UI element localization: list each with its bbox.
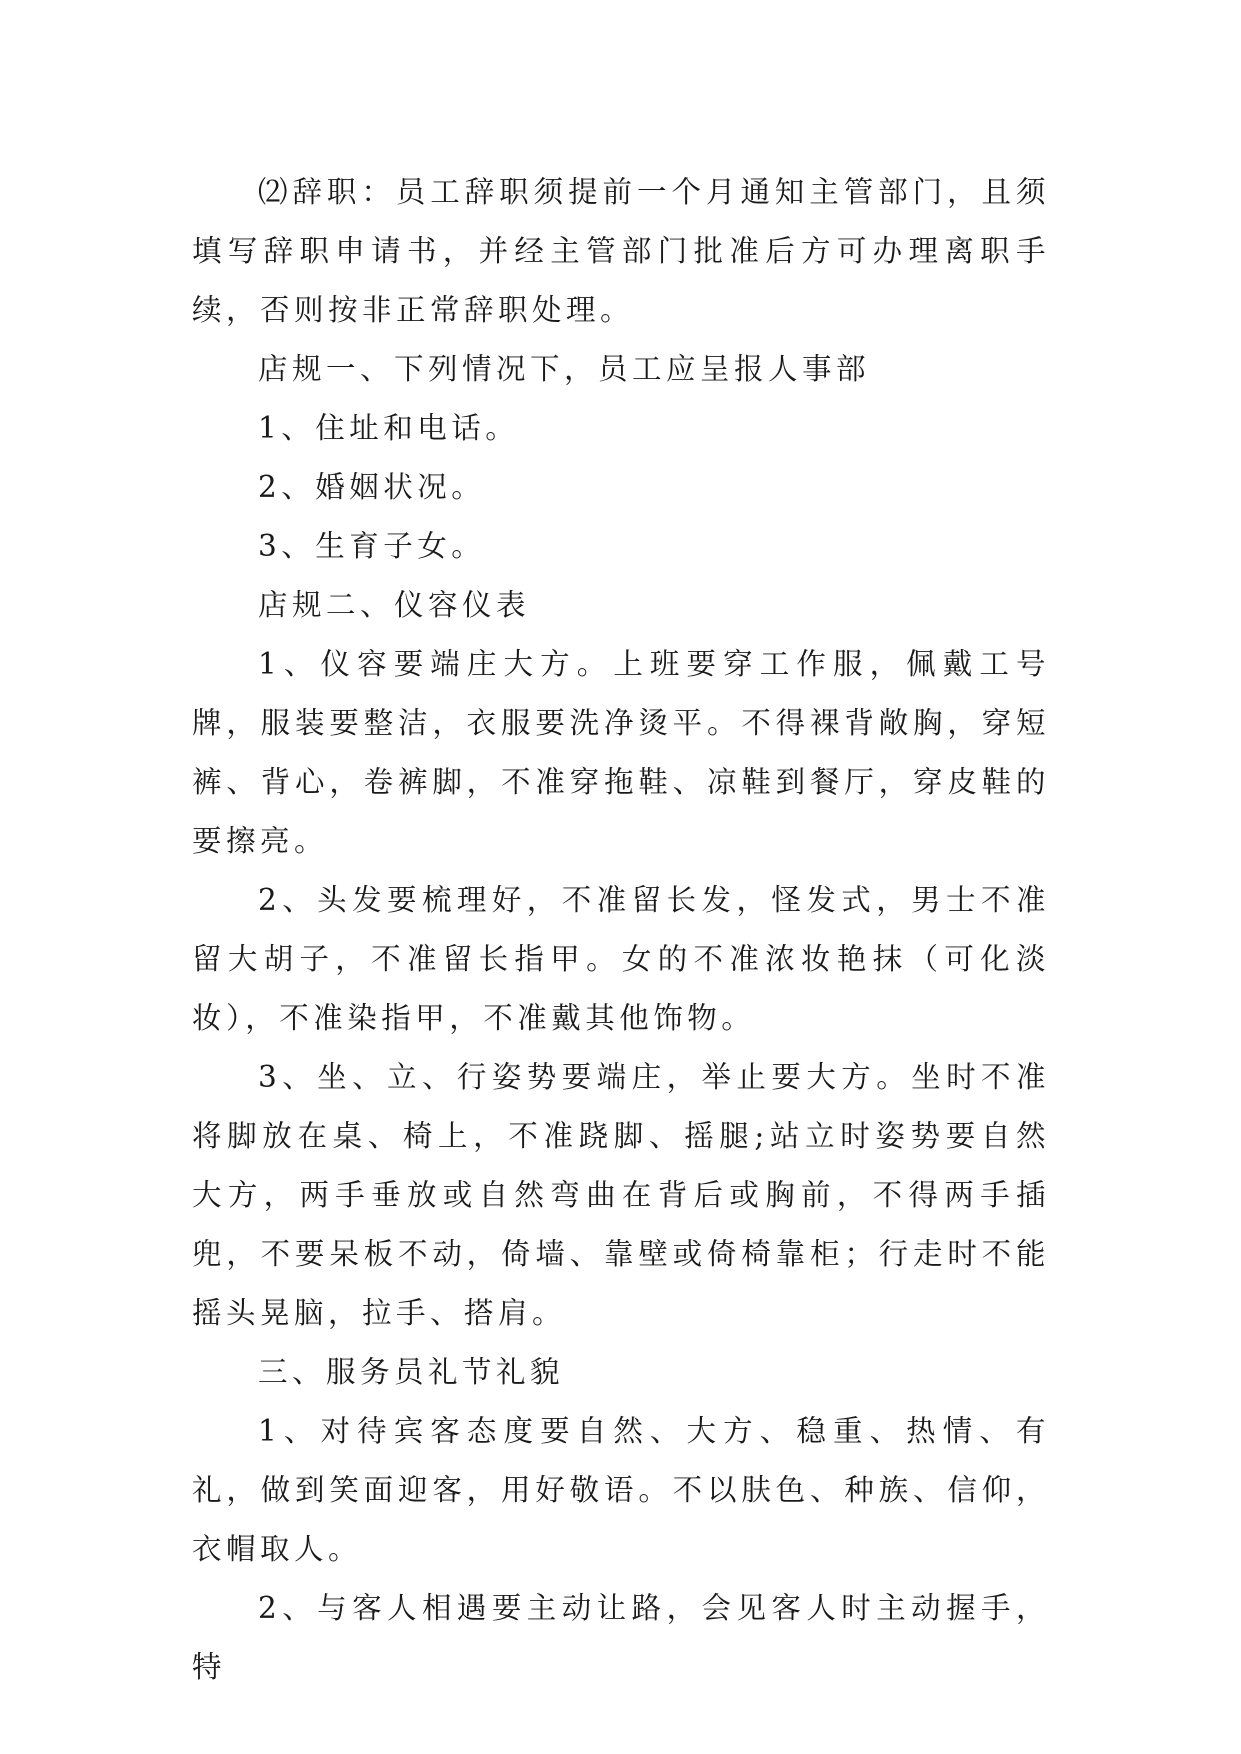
document-body xyxy=(192,163,1050,1697)
heading-rule-two: 店规二、仪容仪表 xyxy=(258,588,531,622)
list-item-address-phone: 1、住址和电话。 xyxy=(258,411,520,445)
paragraph-guest-attitude: 1、对待宾客态度要自然、大方、稳重、热情、有礼，做到笑面迎客，用好敬语。不以肤色、种族、信仰，衣帽取人。 xyxy=(192,1414,1050,1566)
paragraph-posture: 3、坐、立、行姿势要端庄，举止要大方。坐时不准将脚放在桌、椅上，不准跷脚、摇腿;站立时姿势要自然大方，两手垂放或自然弯曲在背后或胸前，不得两手插兜，不要呆板不动，倚墙、靠壁或倚椅靠柜；行走时不能摇头晃脑，拉手、搭肩。 xyxy=(192,1060,1050,1330)
paragraph-guest-encounter: 2、与客人相遇要主动让路，会见客人时主动握手，特 xyxy=(192,1591,1050,1684)
paragraph-grooming: 2、头发要梳理好，不准留长发，怪发式，男士不准留大胡子，不准留长指甲。女的不准浓妆艳抹（可化淡妆），不准染指甲，不准戴其他饰物。 xyxy=(192,883,1050,1035)
paragraph-appearance: 1、仪容要端庄大方。上班要穿工作服，佩戴工号牌，服装要整洁，衣服要洗净烫平。不得裸背敞胸，穿短裤、背心，卷裤脚，不准穿拖鞋、凉鞋到餐厅，穿皮鞋的要擦亮。 xyxy=(192,647,1050,858)
heading-rule-one: 店规一、下列情况下，员工应呈报人事部 xyxy=(258,352,871,386)
paragraph-resignation: ⑵辞职：员工辞职须提前一个月通知主管部门，且须填写辞职申请书，并经主管部门批准后方可办理离职手续，否则按非正常辞职处理。 xyxy=(192,175,1050,327)
heading-etiquette: 三、服务员礼节礼貌 xyxy=(258,1355,565,1389)
list-item-children: 3、生育子女。 xyxy=(258,529,486,563)
list-item-marital-status: 2、婚姻状况。 xyxy=(258,470,486,504)
